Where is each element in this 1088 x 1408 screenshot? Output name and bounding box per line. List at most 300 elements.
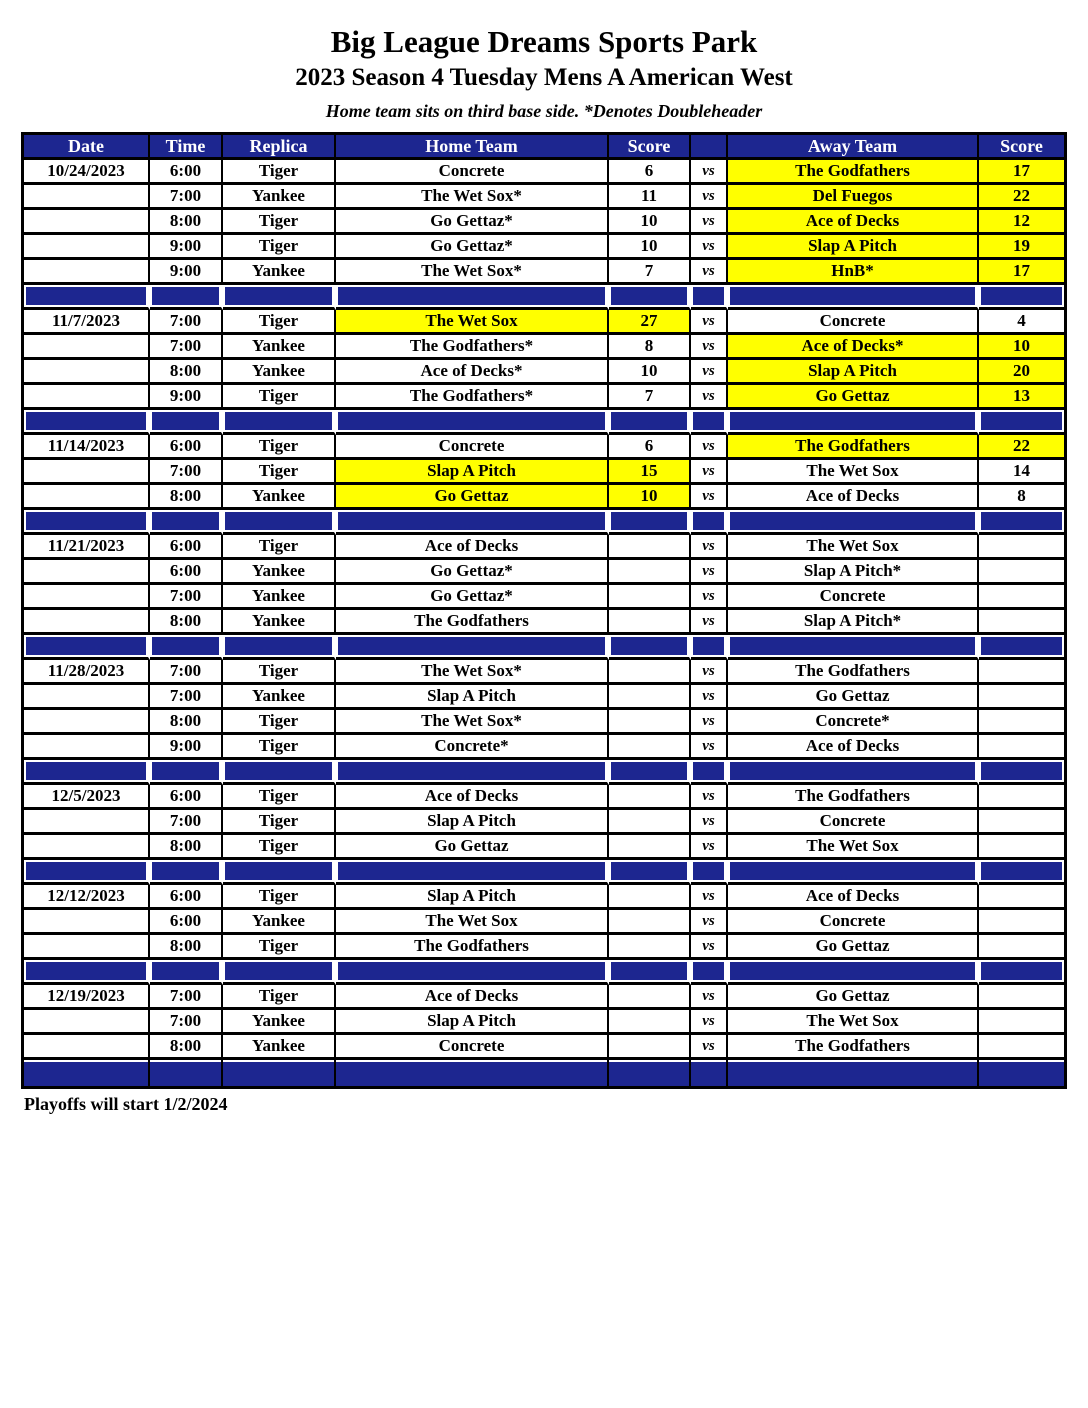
date-cell [24, 1035, 150, 1060]
away-team-cell: Slap A Pitch* [728, 560, 979, 585]
away-team-cell: Slap A Pitch* [728, 610, 979, 635]
time-cell: 7:00 [150, 185, 223, 210]
time-cell: 8:00 [150, 610, 223, 635]
separator-cell [223, 760, 336, 785]
playoffs-note: Playoffs will start 1/2/2024 [24, 1094, 228, 1114]
separator-cell [728, 410, 979, 435]
replica-cell: Yankee [223, 335, 336, 360]
time-cell: 6:00 [150, 785, 223, 810]
home-score-cell [609, 1035, 691, 1060]
separator-cell [336, 635, 609, 660]
separator-cell [336, 1060, 609, 1086]
home-score-cell [609, 560, 691, 585]
separator-cell [336, 760, 609, 785]
vs-label: vs [691, 235, 728, 260]
separator-cell [150, 510, 223, 535]
replica-cell: Tiger [223, 385, 336, 410]
vs-label: vs [691, 560, 728, 585]
replica-cell: Yankee [223, 360, 336, 385]
separator-cell [979, 760, 1064, 785]
column-header-home-score: Score [609, 135, 691, 160]
vs-label: vs [691, 485, 728, 510]
vs-label: vs [691, 735, 728, 760]
home-score-cell: 11 [609, 185, 691, 210]
separator-cell [336, 285, 609, 310]
home-team-cell: Slap A Pitch [336, 460, 609, 485]
time-cell: 9:00 [150, 735, 223, 760]
date-cell: 10/24/2023 [24, 160, 150, 185]
replica-cell: Tiger [223, 660, 336, 685]
date-cell: 12/19/2023 [24, 985, 150, 1010]
away-team-cell: The Godfathers [728, 660, 979, 685]
replica-cell: Tiger [223, 235, 336, 260]
date-cell [24, 710, 150, 735]
time-cell: 6:00 [150, 910, 223, 935]
away-team-cell: Concrete [728, 910, 979, 935]
column-header-date: Date [24, 135, 150, 160]
replica-cell: Tiger [223, 535, 336, 560]
date-cell [24, 735, 150, 760]
replica-cell: Yankee [223, 1010, 336, 1035]
replica-cell: Tiger [223, 810, 336, 835]
away-team-cell: Concrete [728, 585, 979, 610]
column-header-vs [691, 135, 728, 160]
replica-cell: Tiger [223, 735, 336, 760]
away-team-cell: Concrete [728, 810, 979, 835]
separator-cell [24, 960, 150, 985]
home-team-cell: The Wet Sox [336, 310, 609, 335]
time-cell: 9:00 [150, 385, 223, 410]
home-team-cell: The Wet Sox* [336, 260, 609, 285]
separator-cell [728, 860, 979, 885]
separator-cell [691, 1060, 728, 1086]
home-score-cell: 8 [609, 335, 691, 360]
page-subtitle: 2023 Season 4 Tuesday Mens A American West [295, 64, 793, 91]
home-team-cell: The Godfathers* [336, 385, 609, 410]
away-score-cell: 10 [979, 335, 1064, 360]
vs-label: vs [691, 160, 728, 185]
separator-cell [150, 960, 223, 985]
away-score-cell: 14 [979, 460, 1064, 485]
away-team-cell: Go Gettaz [728, 685, 979, 710]
separator-cell [691, 510, 728, 535]
home-score-cell [609, 885, 691, 910]
vs-label: vs [691, 910, 728, 935]
column-header-replica: Replica [223, 135, 336, 160]
separator-cell [150, 860, 223, 885]
away-score-cell [979, 560, 1064, 585]
vs-label: vs [691, 385, 728, 410]
separator-cell [150, 760, 223, 785]
separator-cell [24, 510, 150, 535]
date-cell: 12/12/2023 [24, 885, 150, 910]
home-score-cell: 10 [609, 360, 691, 385]
separator-cell [728, 960, 979, 985]
home-team-cell: Ace of Decks [336, 985, 609, 1010]
home-score-cell: 27 [609, 310, 691, 335]
away-team-cell: Ace of Decks [728, 485, 979, 510]
home-team-cell: Concrete [336, 1035, 609, 1060]
separator-cell [609, 960, 691, 985]
away-score-cell: 4 [979, 310, 1064, 335]
away-team-cell: Ace of Decks [728, 735, 979, 760]
away-score-cell: 17 [979, 260, 1064, 285]
home-team-cell: The Wet Sox* [336, 185, 609, 210]
date-cell [24, 610, 150, 635]
time-cell: 7:00 [150, 685, 223, 710]
home-team-cell: Go Gettaz [336, 485, 609, 510]
home-team-cell: Slap A Pitch [336, 1010, 609, 1035]
replica-cell: Tiger [223, 435, 336, 460]
home-team-cell: Concrete* [336, 735, 609, 760]
separator-cell [150, 410, 223, 435]
date-cell [24, 485, 150, 510]
separator-cell [24, 860, 150, 885]
time-cell: 7:00 [150, 460, 223, 485]
home-score-cell [609, 610, 691, 635]
time-cell: 7:00 [150, 335, 223, 360]
home-score-cell: 6 [609, 435, 691, 460]
vs-label: vs [691, 835, 728, 860]
away-score-cell [979, 535, 1064, 560]
date-cell [24, 185, 150, 210]
home-team-cell: The Wet Sox [336, 910, 609, 935]
separator-cell [979, 635, 1064, 660]
separator-cell [336, 510, 609, 535]
date-cell: 11/21/2023 [24, 535, 150, 560]
separator-cell [24, 1060, 150, 1086]
home-score-cell [609, 685, 691, 710]
page-title: Big League Dreams Sports Park [330, 24, 758, 59]
time-cell: 7:00 [150, 985, 223, 1010]
separator-cell [979, 410, 1064, 435]
away-team-cell: Go Gettaz [728, 385, 979, 410]
column-header-away-team: Away Team [728, 135, 979, 160]
away-score-cell [979, 1010, 1064, 1035]
time-cell: 6:00 [150, 885, 223, 910]
time-cell: 8:00 [150, 710, 223, 735]
home-score-cell: 7 [609, 385, 691, 410]
time-cell: 9:00 [150, 260, 223, 285]
home-team-cell: The Wet Sox* [336, 660, 609, 685]
away-score-cell [979, 835, 1064, 860]
home-team-cell: Go Gettaz [336, 835, 609, 860]
home-score-cell [609, 535, 691, 560]
replica-cell: Tiger [223, 835, 336, 860]
away-score-cell [979, 910, 1064, 935]
replica-cell: Tiger [223, 310, 336, 335]
vs-label: vs [691, 710, 728, 735]
separator-cell [691, 635, 728, 660]
separator-cell [24, 635, 150, 660]
away-score-cell [979, 810, 1064, 835]
separator-cell [979, 510, 1064, 535]
time-cell: 7:00 [150, 310, 223, 335]
replica-cell: Tiger [223, 785, 336, 810]
time-cell: 8:00 [150, 360, 223, 385]
separator-cell [609, 410, 691, 435]
date-cell [24, 585, 150, 610]
vs-label: vs [691, 985, 728, 1010]
home-score-cell: 7 [609, 260, 691, 285]
away-team-cell: Slap A Pitch [728, 235, 979, 260]
separator-cell [223, 510, 336, 535]
separator-cell [691, 285, 728, 310]
date-cell [24, 210, 150, 235]
home-team-cell: The Wet Sox* [336, 710, 609, 735]
home-team-cell: Go Gettaz* [336, 585, 609, 610]
away-team-cell: The Godfathers [728, 160, 979, 185]
away-score-cell: 20 [979, 360, 1064, 385]
separator-cell [150, 635, 223, 660]
home-score-cell [609, 985, 691, 1010]
separator-cell [609, 285, 691, 310]
separator-cell [24, 760, 150, 785]
date-cell [24, 910, 150, 935]
vs-label: vs [691, 535, 728, 560]
date-cell [24, 935, 150, 960]
date-cell [24, 360, 150, 385]
vs-label: vs [691, 935, 728, 960]
vs-label: vs [691, 185, 728, 210]
home-score-cell [609, 710, 691, 735]
date-cell: 11/28/2023 [24, 660, 150, 685]
away-score-cell: 8 [979, 485, 1064, 510]
vs-label: vs [691, 585, 728, 610]
time-cell: 8:00 [150, 1035, 223, 1060]
time-cell: 7:00 [150, 585, 223, 610]
home-score-cell: 15 [609, 460, 691, 485]
away-team-cell: Go Gettaz [728, 935, 979, 960]
home-team-cell: Slap A Pitch [336, 685, 609, 710]
time-cell: 8:00 [150, 210, 223, 235]
home-score-cell: 6 [609, 160, 691, 185]
separator-cell [728, 760, 979, 785]
replica-cell: Yankee [223, 560, 336, 585]
home-team-cell: The Godfathers [336, 935, 609, 960]
vs-label: vs [691, 335, 728, 360]
away-score-cell [979, 985, 1064, 1010]
date-cell [24, 235, 150, 260]
separator-cell [336, 960, 609, 985]
separator-cell [609, 510, 691, 535]
vs-label: vs [691, 260, 728, 285]
away-score-cell: 22 [979, 435, 1064, 460]
time-cell: 8:00 [150, 935, 223, 960]
vs-label: vs [691, 610, 728, 635]
home-score-cell [609, 835, 691, 860]
vs-label: vs [691, 310, 728, 335]
time-cell: 7:00 [150, 1010, 223, 1035]
vs-label: vs [691, 785, 728, 810]
vs-label: vs [691, 360, 728, 385]
separator-cell [728, 635, 979, 660]
away-score-cell: 17 [979, 160, 1064, 185]
away-team-cell: Concrete [728, 310, 979, 335]
away-score-cell [979, 710, 1064, 735]
separator-cell [728, 285, 979, 310]
replica-cell: Tiger [223, 460, 336, 485]
date-cell [24, 685, 150, 710]
vs-label: vs [691, 660, 728, 685]
separator-cell [979, 285, 1064, 310]
away-score-cell [979, 885, 1064, 910]
time-cell: 7:00 [150, 810, 223, 835]
home-team-cell: The Godfathers [336, 610, 609, 635]
away-score-cell [979, 785, 1064, 810]
date-cell: 11/14/2023 [24, 435, 150, 460]
separator-cell [691, 860, 728, 885]
separator-cell [609, 860, 691, 885]
vs-label: vs [691, 1035, 728, 1060]
vs-label: vs [691, 885, 728, 910]
away-score-cell: 12 [979, 210, 1064, 235]
away-team-cell: The Wet Sox [728, 835, 979, 860]
time-cell: 6:00 [150, 435, 223, 460]
replica-cell: Tiger [223, 985, 336, 1010]
vs-label: vs [691, 685, 728, 710]
date-cell: 12/5/2023 [24, 785, 150, 810]
date-cell [24, 1010, 150, 1035]
away-team-cell: The Godfathers [728, 435, 979, 460]
replica-cell: Tiger [223, 210, 336, 235]
separator-cell [336, 860, 609, 885]
column-header-away-score: Score [979, 135, 1064, 160]
column-header-time: Time [150, 135, 223, 160]
separator-cell [336, 410, 609, 435]
away-team-cell: Ace of Decks [728, 210, 979, 235]
home-team-cell: Ace of Decks [336, 785, 609, 810]
away-team-cell: Slap A Pitch [728, 360, 979, 385]
away-team-cell: The Godfathers [728, 1035, 979, 1060]
replica-cell: Yankee [223, 610, 336, 635]
separator-cell [979, 960, 1064, 985]
away-team-cell: Concrete* [728, 710, 979, 735]
home-team-cell: Ace of Decks* [336, 360, 609, 385]
home-score-cell [609, 1010, 691, 1035]
home-team-cell: Concrete [336, 435, 609, 460]
vs-label: vs [691, 460, 728, 485]
away-team-cell: The Godfathers [728, 785, 979, 810]
time-cell: 6:00 [150, 535, 223, 560]
home-score-cell [609, 785, 691, 810]
separator-cell [24, 410, 150, 435]
away-score-cell [979, 685, 1064, 710]
date-cell [24, 560, 150, 585]
away-score-cell [979, 1035, 1064, 1060]
home-team-cell: The Godfathers* [336, 335, 609, 360]
vs-label: vs [691, 435, 728, 460]
home-score-cell: 10 [609, 485, 691, 510]
home-team-cell: Concrete [336, 160, 609, 185]
date-cell [24, 835, 150, 860]
separator-cell [728, 510, 979, 535]
away-score-cell [979, 610, 1064, 635]
time-cell: 6:00 [150, 160, 223, 185]
separator-cell [223, 285, 336, 310]
date-cell [24, 810, 150, 835]
vs-label: vs [691, 810, 728, 835]
home-score-cell [609, 585, 691, 610]
replica-cell: Tiger [223, 710, 336, 735]
replica-cell: Yankee [223, 260, 336, 285]
separator-cell [150, 1060, 223, 1086]
separator-cell [223, 860, 336, 885]
time-cell: 6:00 [150, 560, 223, 585]
separator-cell [24, 285, 150, 310]
replica-cell: Yankee [223, 685, 336, 710]
separator-cell [691, 410, 728, 435]
away-score-cell [979, 660, 1064, 685]
separator-cell [609, 760, 691, 785]
schedule-table [21, 132, 1067, 1089]
away-score-cell: 13 [979, 385, 1064, 410]
time-cell: 8:00 [150, 485, 223, 510]
away-team-cell: Del Fuegos [728, 185, 979, 210]
home-score-cell [609, 935, 691, 960]
away-score-cell [979, 735, 1064, 760]
replica-cell: Tiger [223, 160, 336, 185]
home-team-cell: Go Gettaz* [336, 560, 609, 585]
date-cell [24, 260, 150, 285]
page-heading [0, 0, 1088, 122]
replica-cell: Yankee [223, 485, 336, 510]
separator-cell [223, 1060, 336, 1086]
away-team-cell: The Wet Sox [728, 1010, 979, 1035]
away-team-cell: HnB* [728, 260, 979, 285]
home-score-cell: 10 [609, 210, 691, 235]
away-team-cell: Ace of Decks* [728, 335, 979, 360]
vs-label: vs [691, 210, 728, 235]
date-cell [24, 335, 150, 360]
home-score-cell [609, 810, 691, 835]
replica-cell: Yankee [223, 1035, 336, 1060]
away-score-cell [979, 585, 1064, 610]
date-cell [24, 460, 150, 485]
doubleheader-note: Home team sits on third base side. *Denotes Doubleheader [325, 101, 763, 121]
home-score-cell: 10 [609, 235, 691, 260]
home-team-cell: Ace of Decks [336, 535, 609, 560]
separator-cell [728, 1060, 979, 1086]
date-cell: 11/7/2023 [24, 310, 150, 335]
replica-cell: Yankee [223, 585, 336, 610]
away-team-cell: Ace of Decks [728, 885, 979, 910]
separator-cell [691, 760, 728, 785]
separator-cell [979, 1060, 1064, 1086]
home-score-cell [609, 660, 691, 685]
time-cell: 8:00 [150, 835, 223, 860]
home-team-cell: Slap A Pitch [336, 810, 609, 835]
away-score-cell: 22 [979, 185, 1064, 210]
separator-cell [223, 410, 336, 435]
separator-cell [150, 285, 223, 310]
column-header-home-team: Home Team [336, 135, 609, 160]
replica-cell: Tiger [223, 935, 336, 960]
home-team-cell: Go Gettaz* [336, 210, 609, 235]
replica-cell: Tiger [223, 885, 336, 910]
replica-cell: Yankee [223, 185, 336, 210]
away-score-cell [979, 935, 1064, 960]
separator-cell [691, 960, 728, 985]
time-cell: 9:00 [150, 235, 223, 260]
time-cell: 7:00 [150, 660, 223, 685]
away-team-cell: The Wet Sox [728, 535, 979, 560]
away-score-cell: 19 [979, 235, 1064, 260]
separator-cell [223, 960, 336, 985]
away-team-cell: The Wet Sox [728, 460, 979, 485]
replica-cell: Yankee [223, 910, 336, 935]
home-score-cell [609, 735, 691, 760]
